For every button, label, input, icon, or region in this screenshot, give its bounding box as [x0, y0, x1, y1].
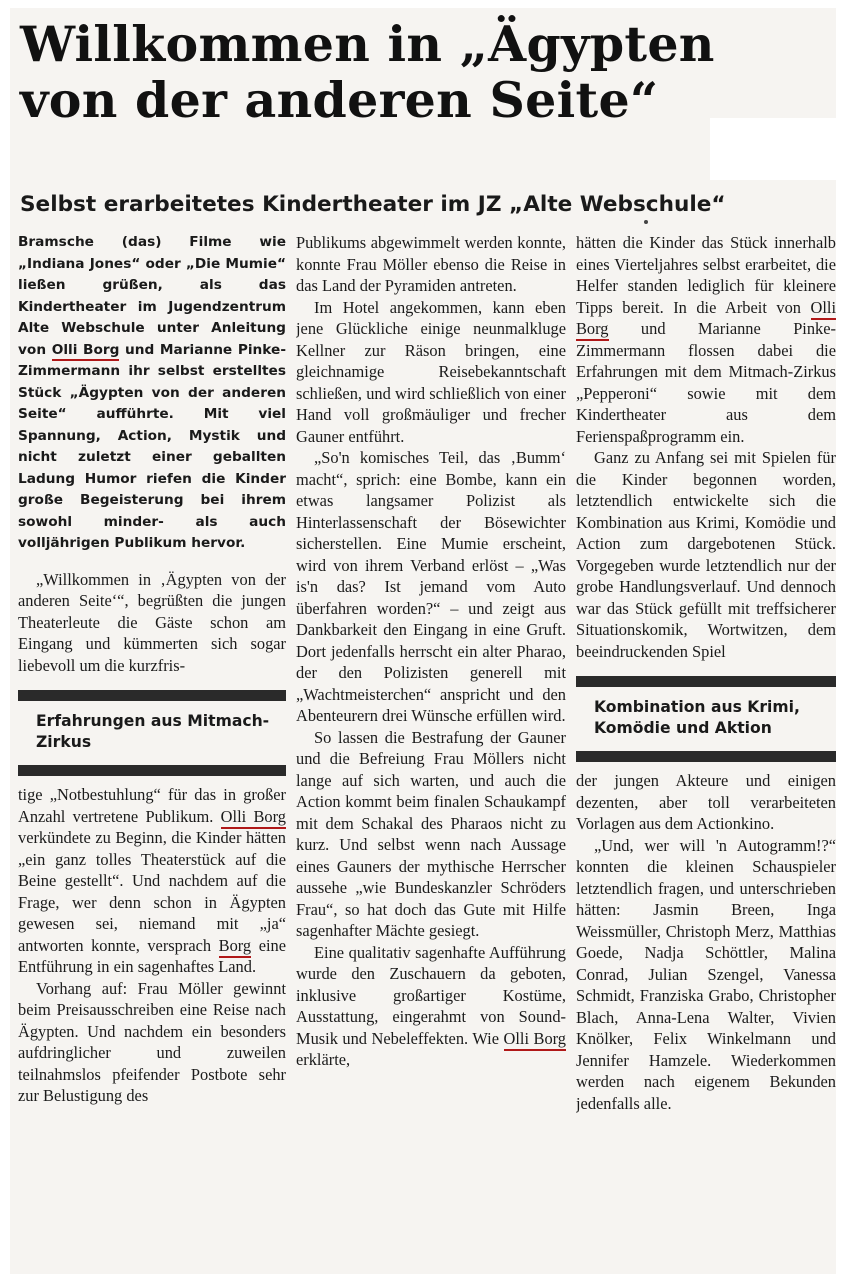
text-run: hätten die Kinder das Stück innerhalb eines Vierteljahres selbst erarbeitet, die Helfer standen lediglich für kleinere Tipps bereit. In die Arbeit von	[576, 233, 836, 317]
paragraph: „So'n komisches Teil, das ‚Bumm‘ macht“, sprich: eine Bombe, kann ein etwas langsamer Polizist als Hinterlassenschaft der Bösewichter sicherstellen. Eine Mumie erscheint, wird von ihrem Verband erlöst – „Was is'n das? Ist jemand vom Auto überfahren worden?“ – und zeigt aus Dankbarkeit den Eingang in eine Gruft. Dort jedenfalls herrscht ein alter Pharao, der den Polizisten generell mit „Wachtmeisterchen“ anspricht und den Abenteurern drei Wünsche erfüllen wird.	[296, 448, 566, 725]
spacer	[18, 776, 286, 784]
section-heading: Kombination aus Krimi, Komödie und Aktion	[594, 698, 800, 737]
spacer	[576, 762, 836, 770]
text-run: verkündete zu Beginn, die Kinder hätten „ein ganz tolles Theaterstück auf die Beine gestellt“. Und nachdem auf die Frage, wer denn schon in Ägypten gewesen sei, niemand mit „ja“ antworten konnte, versprach	[18, 828, 286, 955]
paragraph: Ganz zu Anfang sei mit Spielen für die Kinder begonnen worden, letztendlich entwickelte sich die Kombination aus Krimi, Komödie und Action zum dargebotenen Stück. Vorgegeben wurde letztendlich nur der grobe Handlungsverlauf. Und dennoch war das Stück gefüllt mit treffsicherer Situationskomik, Wortwitzen, dem beeindruckenden Spiel	[576, 448, 836, 661]
lead-text-1: Bramsche (das) Filme wie „Indiana Jones“ oder „Die Mumie“ ließen grüßen, als das Kindertheater im Jugendzentrum Alte Webschule unter Anleitung von	[18, 234, 286, 358]
subtitle: Selbst erarbeitetes Kindertheater im JZ „Alte Webschule“	[20, 192, 726, 217]
paragraph: „Und, wer will 'n Autogramm!?“ konnten die kleinen Schauspieler letztendlich fragen, und unterschrieben hätten: Jasmin Breen, Inga Weissmüller, Christoph Merz, Matthias Goede, Nadja Schöttler, Malina Conrad, Julian Szengel, Vanessa Schmidt, Franziska Grabo, Christopher Blach, Anna-Lena Walter, Vivien Knölker, Felix Winkelmann und Jennifer Hamzele. Wiederkommen werden nach eigenem Bekunden jedenfalls alle.	[576, 835, 836, 1113]
paragraph	[296, 942, 566, 1071]
print-speck	[644, 220, 648, 224]
text-run: eine Entführung in ein sagenhaftes Land.	[18, 935, 286, 976]
headline-line-1: Willkommen in „Ägypten	[20, 15, 715, 73]
text-run: und Marianne Pinke-Zimmermann flossen dabei die Erfahrungen mit dem Mitmach-Zirkus „Pepperoni“ sowie mit dem Kindertheater aus dem Ferienspaßprogramm ein.	[576, 319, 836, 446]
paragraph	[18, 784, 286, 978]
paragraph	[576, 232, 836, 447]
section-rule-bottom	[18, 765, 286, 776]
section-heading: Erfahrungen aus Mitmach-Zirkus	[36, 712, 270, 751]
lead-text-2: und Marianne Pinke-Zimmermann ihr selbst erstelltes Stück „Ägypten von der anderen Seite“ aufführte. Mit viel Spannung, Action, Mystik und nicht zuletzt einer geballten Ladung Humor riefen die Kinder große Begeisterung bei ihrem sowohl minder- als auch volljährigen Publikum hervor.	[18, 341, 286, 551]
headline	[20, 16, 740, 128]
blank-patch	[710, 118, 836, 180]
name-highlight: Olli Borg	[221, 807, 286, 829]
spacer	[18, 676, 286, 690]
name-highlight: Borg	[219, 936, 252, 958]
section-rule-top	[576, 676, 836, 687]
paragraph: Publikums abgewimmelt werden konnte, konnte Frau Möller ebenso die Reise in das Land der Pyramiden antreten.	[296, 233, 566, 295]
section-rule-top	[18, 690, 286, 701]
paragraph: der jungen Akteure und einigen dezenten, aber toll verarbeiteten Vorlagen aus dem Actionkino.	[576, 771, 836, 833]
spacer	[576, 662, 836, 676]
column-3	[576, 232, 836, 1114]
text-run: Eine qualitativ sagenhafte Aufführung wurde den Zuschauern da geboten, inklusive großartiger Kostüme, Ausstattung, eingerahmt von Sound-Musik und Nebeleffekten. Wie	[296, 942, 566, 1048]
spacer	[18, 555, 286, 569]
section-rule-bottom	[576, 751, 836, 762]
name-highlight: Olli Borg	[52, 342, 120, 361]
paragraph: So lassen die Bestrafung der Gauner und die Befreiung Frau Möllers nicht lange auf sich warten, und auch die Action kommt beim finalen Schaukampf mit dem Schakal des Pharaos nicht zu kurz. Und selbst wenn nach Aussage eines Gauners der mythische Herrscher aussehe „wie Bundeskanzler Schröders Frau“, so hat doch das Gute mit Hilfe sagenhafter Mächte gesiegt.	[296, 727, 566, 940]
column-2	[296, 232, 566, 1071]
newspaper-clipping	[10, 8, 836, 1274]
text-run: tige „Notbestuhlung“ für das in großer Anzahl vertretene Publikum.	[18, 785, 286, 826]
name-highlight: Olli Borg	[504, 1029, 567, 1051]
headline-line-2: von der anderen Seite“	[20, 71, 659, 129]
paragraph: „Willkommen in ‚Ägypten von der anderen Seite‘“, begrüßten die jungen Theaterleute die Gäste schon am Eingang und kümmerten sich sogar liebevoll um die kurzfris-	[18, 569, 286, 675]
paragraph: Vorhang auf: Frau Möller gewinnt beim Preisausschreiben eine Reise nach Ägypten. Und nachdem ein besonders aufdringlicher und zuweilen teilnahmslos pfeifender Postbote sehr zur Belustigung des	[18, 978, 286, 1105]
column-1	[18, 232, 286, 1107]
paragraph: Im Hotel angekommen, kann eben jene Glückliche einige neunmalkluge Kellner zur Räson bringen, eine gleichnamige Reisebekanntschaft schließen, und wird schließlich von einer Hand voll großmäuliger und frecher Gauner entführt.	[296, 297, 566, 446]
text-run: erklärte,	[296, 1050, 351, 1069]
lead-paragraph	[18, 232, 286, 555]
name-highlight: Olli Borg	[576, 298, 836, 342]
